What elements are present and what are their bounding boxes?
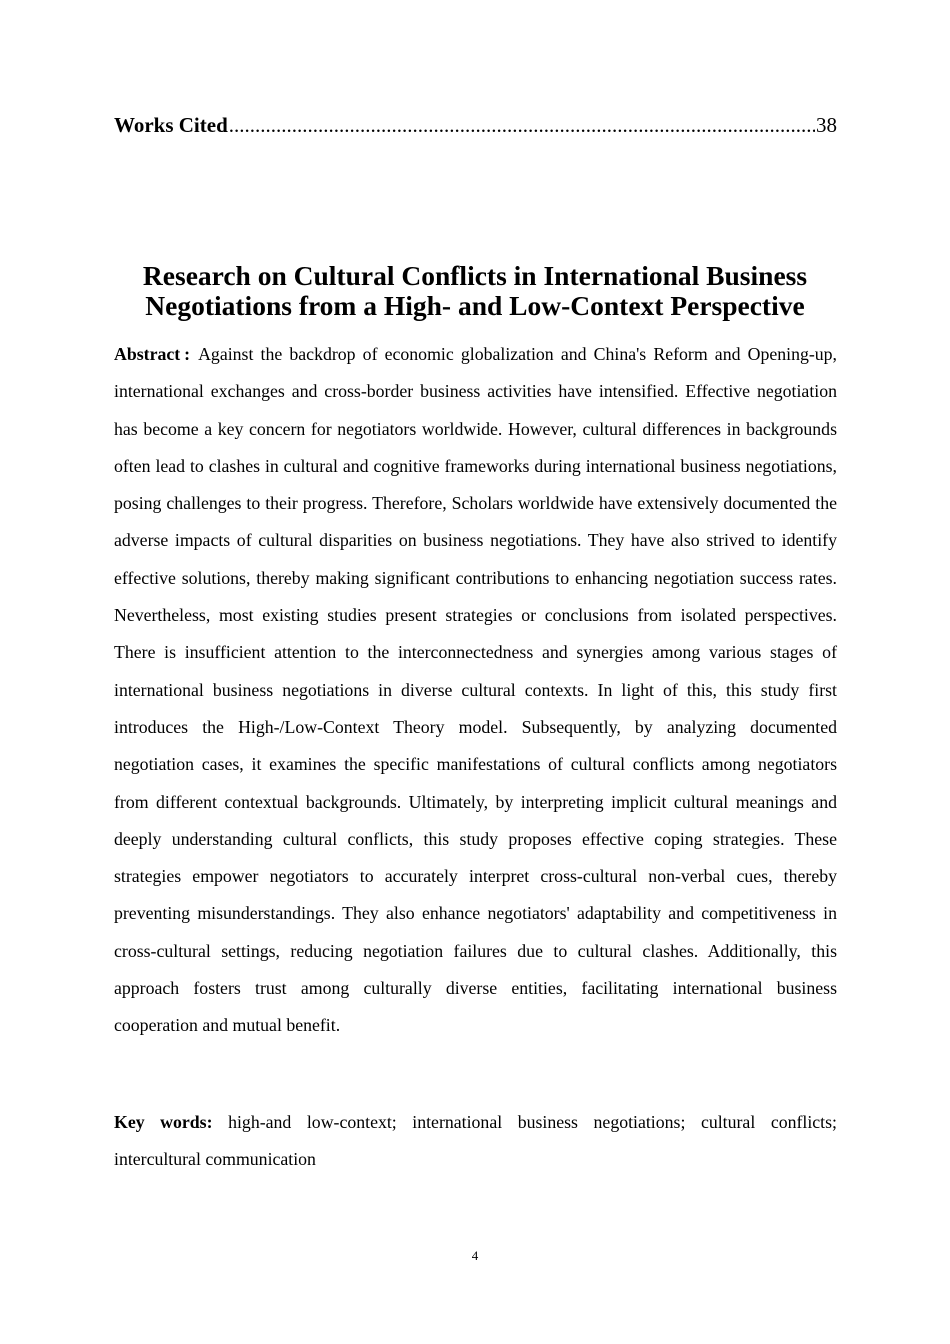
- abstract-label: Abstract: [114, 344, 181, 364]
- keywords-paragraph: [114, 1104, 837, 1179]
- abstract-paragraph: [114, 336, 837, 1045]
- keywords-label: Key words:: [114, 1112, 213, 1132]
- toc-dot-leader: [229, 111, 815, 139]
- toc-entry-works-cited: [114, 111, 837, 139]
- toc-entry-page-number: 38: [816, 113, 837, 137]
- abstract-colon: :: [184, 344, 191, 364]
- paper-title-line-2: Negotiations from a High- and Low-Context Perspective: [145, 290, 805, 321]
- toc-entry-label: Works Cited: [114, 113, 228, 137]
- abstract-text: Against the backdrop of economic globalization and China's Reform and Opening-up, international exchanges and cross-border business activities have intensified. Effective negotiation has become a key concern for negotiators worldwide. However, cultural differences in backgrounds often lead to clashes in cultural and cognitive frameworks during international business negotiations, posing challenges to their progress. Therefore, Scholars worldwide have extensively documented the adverse impacts of cultural disparities on business negotiations. They have also strived to identify effective solutions, thereby making significant contributions to enhancing negotiation success rates. Nevertheless, most existing studies present strategies or conclusions from isolated perspectives. There is insufficient attention to the interconnectedness and synergies among various stages of international business negotiations in diverse cultural contexts. In light of this, this study first introduces the High-/Low-Context Theory model. Subsequently, by analyzing documented negotiation cases, it examines the specific manifestations of cultural conflicts among negotiators from different contextual backgrounds. Ultimately, by interpreting implicit cultural meanings and deeply understanding cultural conflicts, this study proposes effective coping strategies. These strategies empower negotiators to accurately interpret cross-cultural non-verbal cues, thereby preventing misunderstandings. They also enhance negotiators' adaptability and competitiveness in cross-cultural settings, reducing negotiation failures due to cultural clashes. Additionally, this approach fosters trust among culturally diverse entities, facilitating international business cooperation and mutual benefit.: [114, 344, 837, 1036]
- paper-title: [80, 261, 870, 321]
- paper-title-line-1: Research on Cultural Conflicts in International Business: [142, 260, 808, 291]
- page-number: 4: [471, 1248, 479, 1263]
- keywords-text: high-and low-context; international business negotiations; cultural conflicts; intercultural communication: [114, 1112, 837, 1170]
